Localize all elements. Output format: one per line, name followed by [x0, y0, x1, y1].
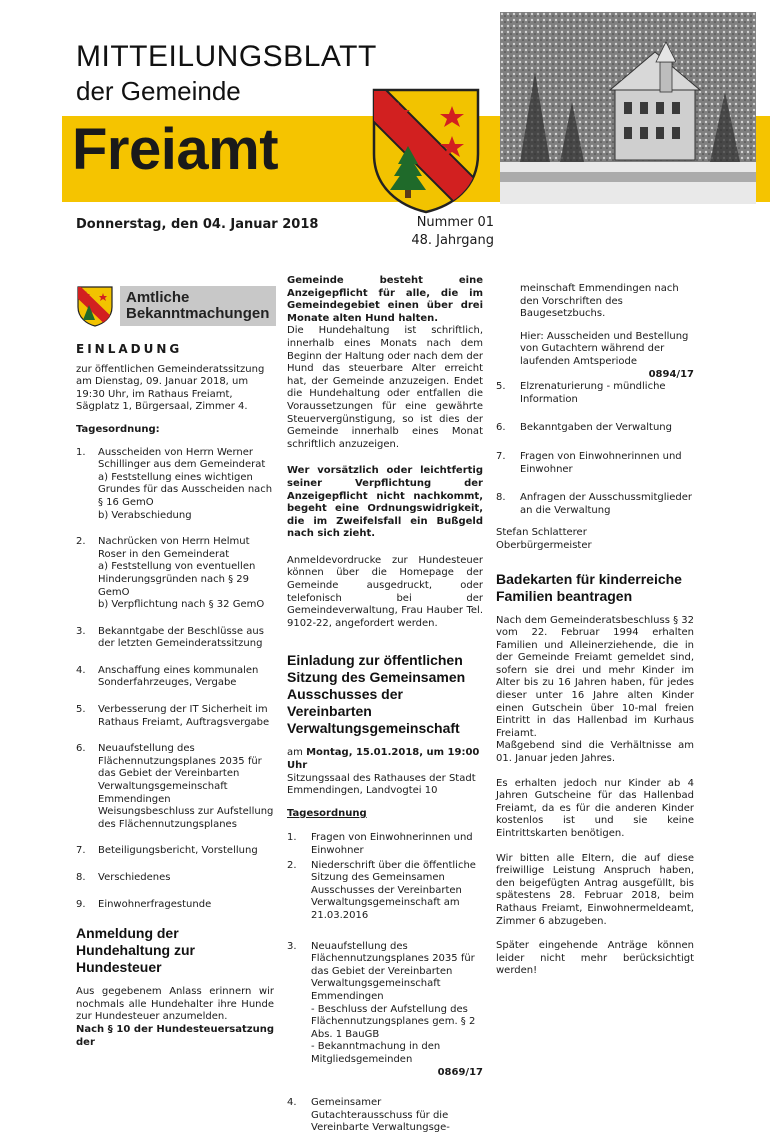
- dog-registration-text: Aus gegebenem Anlass erinnern wir nochmals alle Hundehalter ihre Hunde zur Hundesteuer anzumelden.: [76, 986, 274, 1023]
- list-item: 1. Fragen von Einwohnerinnen und Einwohner: [287, 832, 473, 856]
- list-item: 6. Bekanntgaben der Verwaltung: [496, 422, 672, 434]
- official-notices-label: Amtliche Bekanntmachungen: [120, 286, 276, 326]
- list-item: 6. Neuaufstellung des Flächennutzungsplanes 2035 für das Gebiet der Vereinbarten Verwaltungsgemeinschaft Emmendingen Weisungsbeschluss zur Aufstellung des Flächennutzungsplanes: [76, 743, 274, 830]
- list-item: 4. Anschaffung eines kommunalen Sonderfahrzeuges, Vergabe: [76, 664, 259, 689]
- dog-registration-heading: Anmeldung der Hundehaltung zur Hundesteuer: [76, 925, 195, 976]
- column-2: [287, 275, 483, 1145]
- column-3: [496, 283, 694, 986]
- list-item: 9. Einwohnerfragestunde: [76, 898, 212, 910]
- list-item: 5. Elzrenaturierung - mündliche Information: [496, 381, 666, 405]
- list-item: 3. Neuaufstellung des Flächennutzungsplanes 2035 für das Gebiet der Vereinbarten Verwaltungsgemeinschaft Emmendingen - Beschluss der Aufstellung des Flächennutzungsplanes gem. § 2 Abs. 1 BauGB - Bekanntmachung in den Mitgliedsgemeinden 0869/17: [287, 940, 483, 1078]
- swim-pass-text-1b: Maßgebend sind die Verhältnisse am 01. Januar jeden Jahres.: [496, 740, 694, 765]
- castle-winter-photo: [500, 12, 756, 204]
- signature-name: Stefan Schlatterer: [496, 527, 587, 539]
- masthead-subtitle: der Gemeinde: [76, 76, 241, 106]
- committee-agenda-list-continued: [496, 381, 694, 517]
- list-item: 2. Nachrücken von Herrn Helmut Roser in den Gemeinderat a) Feststellung von eventuellen Hinderungsgründen nach § 29 GemO b) Verpflichtung nach § 32 GemO: [76, 536, 265, 611]
- list-item: 7. Beteiligungsbericht, Vorstellung: [76, 845, 258, 857]
- committee-agenda-list: [287, 832, 483, 1134]
- dog-forms-text: Anmeldevordrucke zur Hundesteuer können über die Homepage der Gemeinde ausgedruckt, oder telefonisch bei der Gemeindeverwaltung, Frau Hauber Tel. 9102-22, angefordert werden.: [287, 554, 483, 629]
- coat-of-arms-small-icon: [76, 285, 114, 327]
- signature-title: Oberbürgermeister: [496, 539, 592, 551]
- committee-meeting-heading: Einladung zur öffentlichen Sitzung des Gemeinsamen Ausschusses der Vereinbarten Verwaltungsgemeinschaft: [287, 652, 466, 737]
- swim-pass-heading: Badekarten für kinderreiche Familien beantragen: [496, 570, 682, 604]
- committee-item-4-continued: meinschaft Emmendingen nach den Vorschriften des Baugesetzbuchs.: [520, 283, 679, 320]
- issue-info: [360, 214, 494, 250]
- council-agenda-list: [76, 447, 274, 912]
- swim-pass-text-4: Später eingehende Anträge können leider nicht mehr berücksichtigt werden!: [496, 940, 694, 977]
- list-item: 2. Niederschrift über die öffentliche Sitzung des Gemeinsamen Ausschusses der Vereinbarten Verwaltungsgemeinschaft am 21.03.2016: [287, 859, 476, 921]
- swim-pass-text-2: Es erhalten jedoch nur Kinder ab 4 Jahren Gutscheine für das Hallenbad Freiamt, da es für die anderen Kinder kostenlos ist und sie keine Eintrittskarten benötigen.: [496, 777, 694, 839]
- list-item: 3. Bekanntgabe der Beschlüsse aus der letzten Gemeinderatssitzung: [76, 625, 264, 650]
- swim-pass-text-1: Nach dem Gemeinderatsbeschluss § 32 vom 22. Februar 1994 erhalten Familien und Alleinerziehende, die in der Gemeinde Freiamt gemeldet sind, sofern sie drei und mehr Kinder im Alter bis zu 16 Jahren haben, für jedes dieser unter 16 Jahre alten Kinder einen Gutschein über 10-mal freien Eintritt in das Hallenbad im Kurhaus Freiamt.: [496, 614, 694, 739]
- dog-duty-bold: Gemeinde besteht eine Anzeigepflicht für alle, die im Gemeindegebiet einen über drei Monate alten Hund halten.: [287, 275, 483, 324]
- committee-agenda-label: Tagesordnung: [287, 807, 367, 819]
- masthead-title: MITTEILUNGSBLATT: [76, 40, 377, 73]
- agenda-label: Tagesordnung:: [76, 423, 160, 435]
- dog-penalty-text: Wer vorsätzlich oder leichtfertig seiner Verpflichtung der Anzeigepflicht nicht nachkommt, begeht eine Ordnungswidrigkeit, die im Zweifelsfall ein Bußgeld nach sich zieht.: [287, 465, 483, 540]
- issue-year: 48. Jahrgang: [411, 233, 494, 248]
- dog-registration-bold: Nach § 10 der Hundesteuersatzung der: [76, 1023, 274, 1048]
- list-item: 1. Ausscheiden von Herrn Werner Schillinger aus dem Gemeinderat a) Feststellung eines wichtigen Grundes für das Ausscheiden nach § 16 GemO b) Verabschiedung: [76, 446, 273, 521]
- masthead-town-name: Freiamt: [72, 117, 279, 182]
- list-item: 4. Gemeinsamer Gutachterausschuss für die Vereinbarte Verwaltungsge-: [287, 1097, 450, 1134]
- coat-of-arms-icon: [368, 84, 484, 214]
- invitation-text: zur öffentlichen Gemeinderatssitzung am Dienstag, 09. Januar 2018, um 19:30 Uhr, im Rathaus Freiamt, Sägplatz 1, Bürgersaal, Zimmer 4.: [76, 363, 265, 413]
- dog-duty-text: Die Hundehaltung ist schriftlich, innerhalb eines Monats nach dem Beginn der Haltung oder nach dem der Hund das steuerbare Alter erreicht hat, der Gemeinde anzuzeigen. Endet die Hundehaltung oder entfallen die Voraussetzungen für eine gewährte Steuervergünstigung, so ist dies der Gemeinde innerhalb eines Monat schriftlich anzuzeigen.: [287, 325, 483, 450]
- column-1: [76, 283, 274, 1057]
- committee-meeting-place: Sitzungssaal des Rathauses der Stadt Emmendingen, Landvogtei 10: [287, 772, 476, 797]
- official-notices-banner: [76, 283, 274, 329]
- list-item: 5. Verbesserung der IT Sicherheit im Rathaus Freiamt, Auftragsvergabe: [76, 704, 270, 728]
- list-item: 8. Anfragen der Ausschussmitglieder an die Verwaltung: [496, 492, 693, 516]
- signature-block: [496, 527, 694, 552]
- swim-pass-text-3: Wir bitten alle Eltern, die auf diese freiwillige Leistung Anspruch haben, den beigefügten Antrag ausgefüllt, bis spätestens 28. Februar 2018, beim Rathaus Freiamt, Einwohnermeldeamt, Zimmer 6 abzugeben.: [496, 852, 694, 927]
- list-item: 7. Fragen von Einwohnerinnen und Einwohner: [496, 450, 682, 475]
- committee-meeting-date: am Montag, 15.01.2018, um 19:00 Uhr: [287, 747, 480, 772]
- list-item: 8. Verschiedenes: [76, 872, 171, 883]
- issue-date: Donnerstag, den 04. Januar 2018: [76, 217, 319, 232]
- committee-item-4-note: Hier: Ausscheiden und Bestellung von Gutachtern während der laufenden Amtsperiode 0894/17: [520, 330, 694, 380]
- invitation-heading: EINLADUNG: [76, 342, 183, 356]
- issue-number: Nummer 01: [416, 215, 494, 230]
